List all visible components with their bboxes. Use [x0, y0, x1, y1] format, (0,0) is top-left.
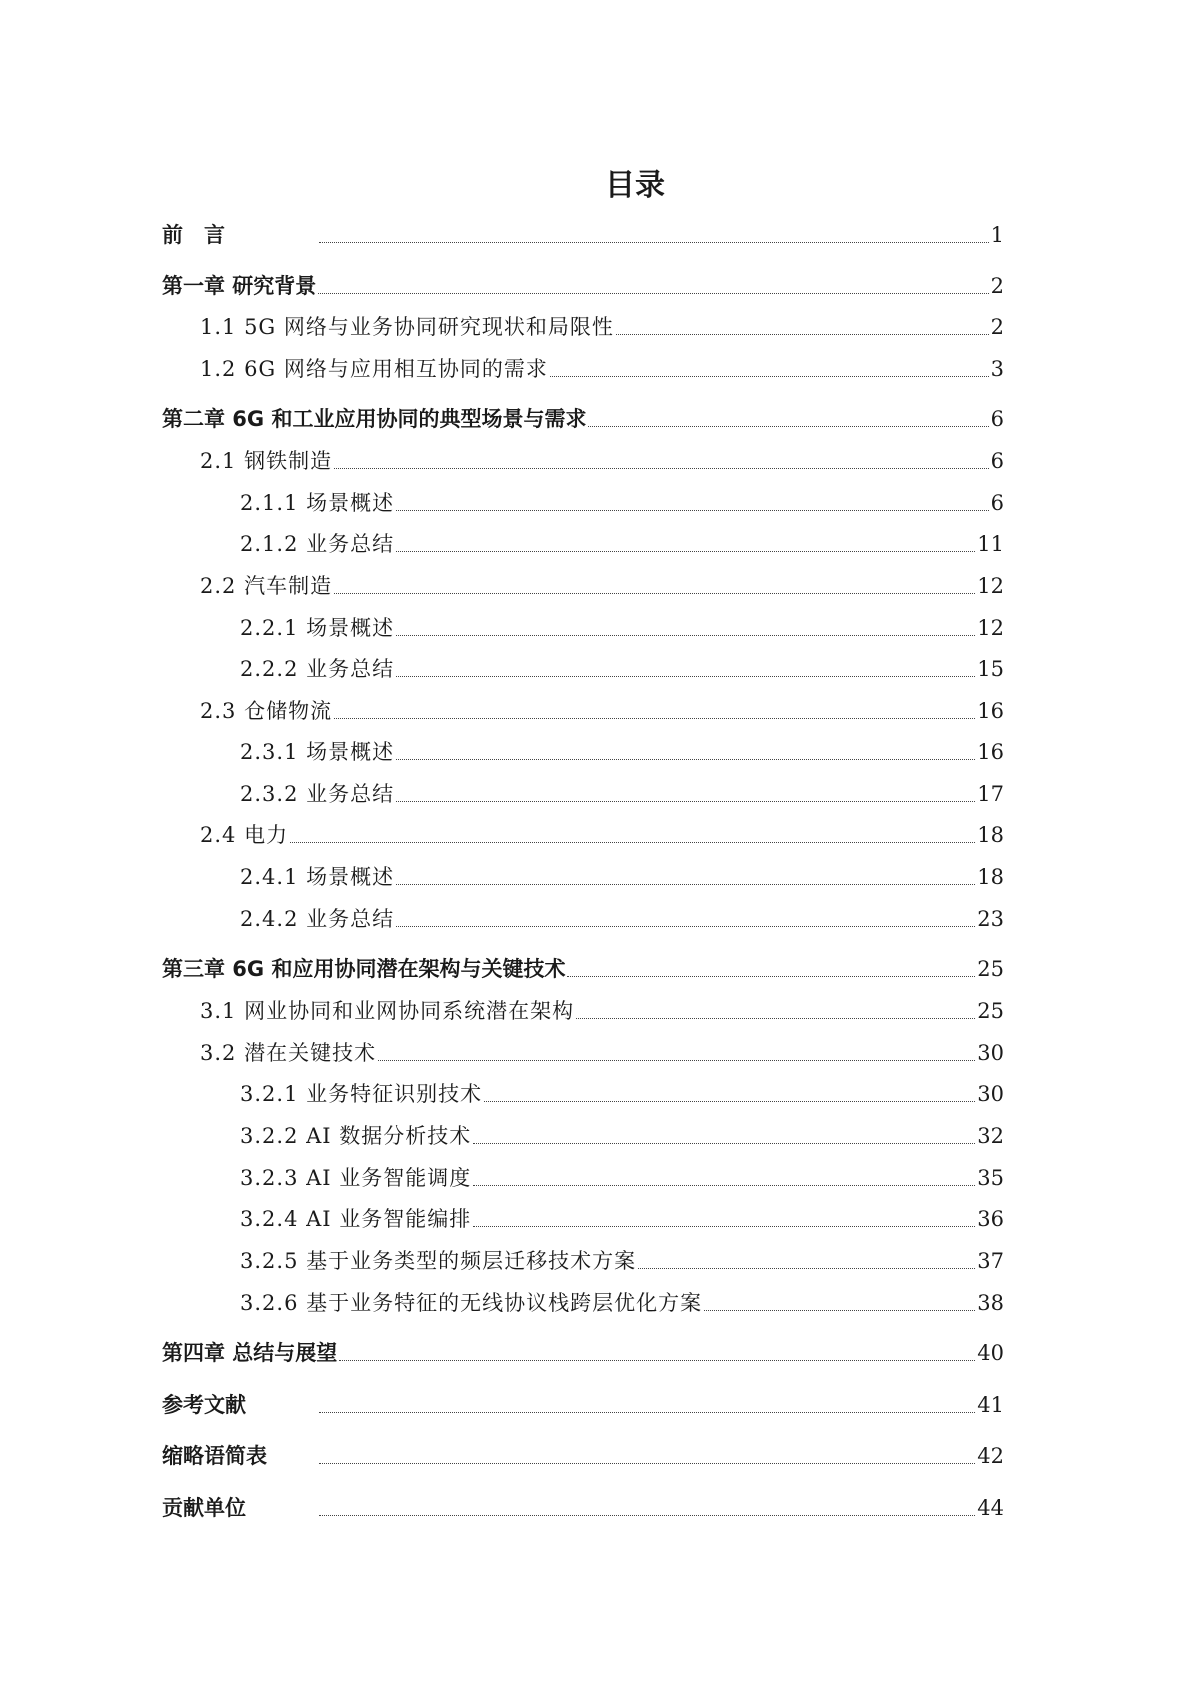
dot-leader	[473, 1143, 975, 1144]
toc-entry[interactable]	[240, 613, 1004, 643]
toc-entry-page-number: 16	[977, 699, 1004, 723]
toc-entry[interactable]	[240, 654, 1004, 684]
toc-entry[interactable]	[240, 1079, 1004, 1109]
toc-entry-label: 2.3.1 场景概述	[240, 740, 395, 764]
toc-entry[interactable]	[162, 1441, 1004, 1471]
toc-entry-label: 3.2.5 基于业务类型的频层迁移技术方案	[240, 1249, 637, 1273]
toc-entry-label: 贡献单位	[162, 1496, 246, 1520]
toc-entry-page-number: 30	[977, 1041, 1004, 1065]
toc-entry-page-number: 35	[977, 1166, 1004, 1190]
toc-entry[interactable]	[200, 1038, 1004, 1068]
toc-entry-label: 2.3.2 业务总结	[240, 782, 395, 806]
toc-entry-label: 3.1 网业协同和业网协同系统潜在架构	[200, 999, 575, 1023]
toc-entry-label: 2.3 仓储物流	[200, 699, 333, 723]
toc-entry-label: 第一章 研究背景	[162, 274, 317, 298]
toc-entry[interactable]	[240, 1246, 1004, 1276]
dot-leader	[319, 242, 989, 243]
dot-leader	[396, 801, 975, 802]
toc-entry-page-number: 18	[977, 823, 1004, 847]
dot-leader	[396, 884, 975, 885]
toc-entry-page-number: 3	[990, 357, 1004, 381]
toc-entry-page-number: 6	[990, 449, 1004, 473]
toc-entry-label: 2.4 电力	[200, 823, 289, 847]
toc-entry-page-number: 17	[977, 782, 1004, 806]
toc-entry[interactable]	[240, 737, 1004, 767]
dot-leader	[616, 334, 989, 335]
toc-entry-page-number: 40	[977, 1341, 1004, 1365]
toc-entry-label: 3.2 潜在关键技术	[200, 1041, 377, 1065]
dot-leader	[334, 718, 975, 719]
dot-leader	[319, 1463, 975, 1464]
dot-leader	[396, 510, 989, 511]
dot-leader	[588, 426, 988, 427]
toc-entry[interactable]	[162, 954, 1004, 984]
toc-entry-label: 1.1 5G 网络与业务协同研究现状和局限性	[200, 315, 614, 339]
toc-entry-label: 3.2.4 AI 业务智能编排	[240, 1207, 472, 1231]
dot-leader	[339, 1360, 975, 1361]
toc-entry-page-number: 23	[977, 907, 1004, 931]
toc-entry-label: 第三章 6G 和应用协同潜在架构与关键技术	[162, 957, 566, 981]
toc-entry-page-number: 25	[977, 957, 1004, 981]
toc-entry[interactable]	[200, 996, 1004, 1026]
toc-entry-page-number: 30	[977, 1082, 1004, 1106]
toc-entry-label: 2.4.1 场景概述	[240, 865, 395, 889]
dot-leader	[334, 593, 975, 594]
dot-leader	[567, 976, 975, 977]
toc-entry[interactable]	[240, 488, 1004, 518]
toc-entry[interactable]	[162, 1493, 1004, 1523]
toc-entry[interactable]	[200, 696, 1004, 726]
toc-entry-label: 参考文献	[162, 1393, 246, 1417]
toc-entry[interactable]	[162, 271, 1004, 301]
toc-entry-label: 3.2.1 业务特征识别技术	[240, 1082, 483, 1106]
toc-entry[interactable]	[240, 1204, 1004, 1234]
toc-entry-page-number: 32	[977, 1124, 1004, 1148]
toc-entry-page-number: 42	[977, 1444, 1004, 1468]
toc-entry[interactable]	[200, 571, 1004, 601]
toc-entry[interactable]	[240, 862, 1004, 892]
toc-entry-label: 3.2.6 基于业务特征的无线协议栈跨层优化方案	[240, 1291, 703, 1315]
dot-leader	[319, 1515, 975, 1516]
toc-entry[interactable]	[200, 354, 1004, 384]
dot-leader	[473, 1185, 975, 1186]
toc-entry[interactable]	[162, 1390, 1004, 1420]
toc-entry-page-number: 41	[977, 1393, 1004, 1417]
dot-leader	[334, 468, 989, 469]
toc-entry[interactable]	[200, 820, 1004, 850]
toc-entry-page-number: 15	[977, 657, 1004, 681]
dot-leader	[378, 1060, 975, 1061]
dot-leader	[396, 759, 975, 760]
dot-leader	[638, 1268, 975, 1269]
toc-entry-page-number: 12	[977, 574, 1004, 598]
toc-entry-page-number: 25	[977, 999, 1004, 1023]
toc-entry-page-number: 44	[977, 1496, 1004, 1520]
toc-entry[interactable]	[162, 1338, 1004, 1368]
toc-entry-label: 2.1.1 场景概述	[240, 491, 395, 515]
dot-leader	[319, 1412, 975, 1413]
toc-entry-label: 前 言	[162, 223, 225, 247]
toc-entry[interactable]	[162, 404, 1004, 434]
toc-entry-label: 2.2.2 业务总结	[240, 657, 395, 681]
toc-title: 目录	[605, 168, 665, 203]
toc-entry-label: 2.1.2 业务总结	[240, 532, 395, 556]
toc-entry-page-number: 11	[977, 532, 1004, 556]
toc-entry-page-number: 12	[977, 616, 1004, 640]
toc-entry-page-number: 2	[990, 315, 1004, 339]
toc-entry[interactable]	[240, 1288, 1004, 1318]
dot-leader	[396, 926, 975, 927]
toc-entry-label: 2.1 钢铁制造	[200, 449, 333, 473]
toc-entry-page-number: 38	[977, 1291, 1004, 1315]
toc-entry-page-number: 18	[977, 865, 1004, 889]
toc-entry-page-number: 1	[990, 223, 1004, 247]
toc-entry[interactable]	[240, 779, 1004, 809]
toc-entry[interactable]	[240, 1121, 1004, 1151]
dot-leader	[576, 1018, 975, 1019]
toc-entry-label: 第四章 总结与展望	[162, 1341, 338, 1365]
toc-entry-label: 2.2.1 场景概述	[240, 616, 395, 640]
toc-entry[interactable]	[200, 312, 1004, 342]
toc-entry-label: 3.2.2 AI 数据分析技术	[240, 1124, 472, 1148]
dot-leader	[318, 293, 988, 294]
dot-leader	[484, 1101, 975, 1102]
toc-entry-page-number: 6	[990, 407, 1004, 431]
toc-entry-page-number: 2	[990, 274, 1004, 298]
toc-entry[interactable]	[240, 904, 1004, 934]
toc-entry-label: 2.2 汽车制造	[200, 574, 333, 598]
toc-entry-page-number: 37	[977, 1249, 1004, 1273]
dot-leader	[290, 842, 975, 843]
toc-entry[interactable]	[200, 446, 1004, 476]
dot-leader	[473, 1226, 975, 1227]
toc-entry-page-number: 16	[977, 740, 1004, 764]
toc-entry[interactable]	[240, 1163, 1004, 1193]
toc-entry[interactable]	[162, 220, 1004, 250]
dot-leader	[396, 635, 975, 636]
toc-entry-label: 1.2 6G 网络与应用相互协同的需求	[200, 357, 548, 381]
dot-leader	[550, 376, 989, 377]
dot-leader	[704, 1310, 975, 1311]
dot-leader	[396, 551, 975, 552]
toc-entry[interactable]	[240, 529, 1004, 559]
toc-entry-label: 3.2.3 AI 业务智能调度	[240, 1166, 472, 1190]
toc-entry-label: 缩略语简表	[162, 1444, 267, 1468]
toc-entry-page-number: 6	[990, 491, 1004, 515]
toc-entry-page-number: 36	[977, 1207, 1004, 1231]
toc-entry-label: 2.4.2 业务总结	[240, 907, 395, 931]
toc-entry-label: 第二章 6G 和工业应用协同的典型场景与需求	[162, 407, 587, 431]
dot-leader	[396, 676, 975, 677]
